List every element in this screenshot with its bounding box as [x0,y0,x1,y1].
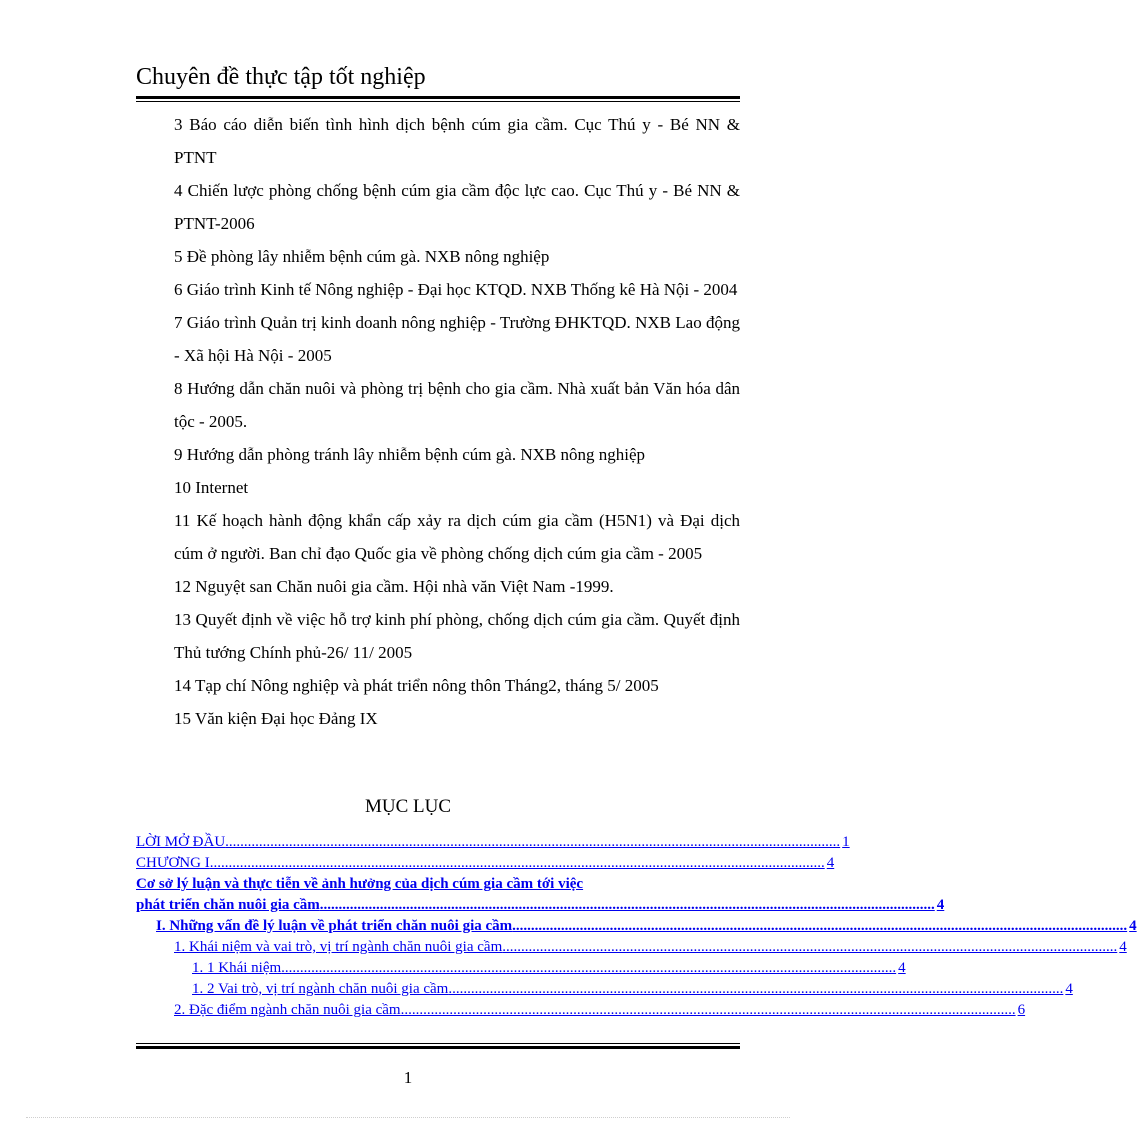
toc-leader-dots: .................................................................................................................................................................... [502,939,1118,955]
toc-leader-dots: .................................................................................................................................................................... [400,1002,1016,1018]
toc-link-co-so-ly-luan[interactable] [136,874,945,916]
toc-link-section-2[interactable] [136,1000,1026,1021]
toc-entry-page: 4 [898,960,906,976]
toc-leader-dots: .................................................................................................................................................................... [225,834,841,850]
toc-leader-dots: .................................................................................................................................................................... [209,855,825,871]
reference-item: 4 Chiến lược phòng chống bệnh cúm gia cầm độc lực cao. Cục Thú y - Bé NN & PTNT-2006 [174,181,740,233]
toc-entry-page: 4 [1065,981,1073,997]
reference-item: 5 Đề phòng lây nhiễm bệnh cúm gà. NXB nông nghiệp [174,247,550,266]
toc-entry-text: 1. 1 Khái niệm [192,960,282,976]
toc-entry-page: 4 [826,855,835,871]
toc-entry-page: 4 [1119,939,1127,955]
reference-list [174,108,740,735]
toc-leader-dots: .................................................................................................................................................................... [281,960,897,976]
reference-item: 10 Internet [174,478,249,497]
reference-item: 6 Giáo trình Kinh tế Nông nghiệp - Đại học KTQD. NXB Thống kê Hà Nội - 2004 [174,280,738,299]
toc-title: MỤC LỤC [364,796,452,817]
page-bottom-divider [26,1117,790,1118]
reference-item: 9 Hướng dẫn phòng tránh lây nhiễm bệnh cúm gà. NXB nông nghiệp [174,445,645,464]
header-rule-thin [136,101,740,102]
toc-entry-text: LỜI MỞ ĐẦU [136,834,226,850]
toc-link-section-1[interactable] [136,937,1127,958]
toc-leader-dots: .................................................................................................................................................................... [448,981,1064,997]
toc-link-loi-mo-dau[interactable] [136,832,850,853]
reference-item: 11 Kế hoạch hành động khẩn cấp xảy ra dịch cúm gia cầm (H5N1) và Đại dịch cúm ở người. Ban chỉ đạo Quốc gia về phòng chống dịch cúm gia cầm - 2005 [174,511,740,563]
toc-entry-line2 [136,895,945,916]
toc-entry-page: 6 [1017,1002,1026,1018]
toc-link-section-i[interactable] [136,916,1137,937]
toc-entry-text: 1. 2 Vai trò, vị trí ngành chăn nuôi gia cầm [192,981,449,997]
reference-item: 7 Giáo trình Quản trị kinh doanh nông nghiệp - Trường ĐHKTQD. NXB Lao động - Xã hội Hà Nội - 2005 [174,313,740,365]
reference-item: 3 Báo cáo diễn biến tình hình dịch bệnh cúm gia cầm. Cục Thú y - Bé NN & PTNT [174,115,740,167]
page-number: 1 [403,1068,413,1087]
reference-item: 14 Tạp chí Nông nghiệp và phát triển nông thôn Tháng2, tháng 5/ 2005 [174,676,659,695]
toc-entry-text: 2. Đặc điểm ngành chăn nuôi gia cầm [174,1002,401,1018]
toc-link-section-1-2[interactable] [136,979,1073,1000]
toc-entry-page: 4 [1129,918,1137,934]
toc-entry-page: 4 [936,897,945,913]
reference-item: 15 Văn kiện Đại học Đảng IX [174,709,378,728]
toc-entry-text: 1. Khái niệm và vai trò, vị trí ngành chăn nuôi gia cầm [174,939,503,955]
header-rule-thick [136,96,740,99]
reference-item: 12 Nguyệt san Chăn nuôi gia cầm. Hội nhà văn Việt Nam -1999. [174,577,614,596]
toc-entry-page: 1 [842,834,850,850]
toc-leader-dots: .................................................................................................................................................................... [512,918,1128,934]
page-header-title: Chuyên đề thực tập tốt nghiệp [136,64,426,90]
toc-link-section-1-1[interactable] [136,958,906,979]
toc-entry-text-continued: phát triển chăn nuôi gia cầm [136,897,320,913]
footer-rule-thick [136,1046,740,1049]
reference-item: 8 Hướng dẫn chăn nuôi và phòng trị bệnh cho gia cầm. Nhà xuất bản Văn hóa dân tộc - 2005. [174,379,740,431]
footer-rule-thin [136,1043,740,1044]
toc-entry-text: CHƯƠNG I [136,855,210,871]
toc-link-chuong-1[interactable] [136,853,835,874]
reference-item: 13 Quyết định về việc hỗ trợ kinh phí phòng, chống dịch cúm gia cầm. Quyết định Thủ tướng Chính phủ-26/ 11/ 2005 [174,610,740,662]
toc-entry-text: I. Những vấn đề lý luận về phát triển chăn nuôi gia cầm [156,918,513,934]
toc-leader-dots: .................................................................................................................................................................... [319,897,935,913]
table-of-contents [136,832,1137,1021]
toc-entry-text: Cơ sở lý luận và thực tiễn về ảnh hưởng của dịch cúm gia cầm tới việc [136,876,584,892]
